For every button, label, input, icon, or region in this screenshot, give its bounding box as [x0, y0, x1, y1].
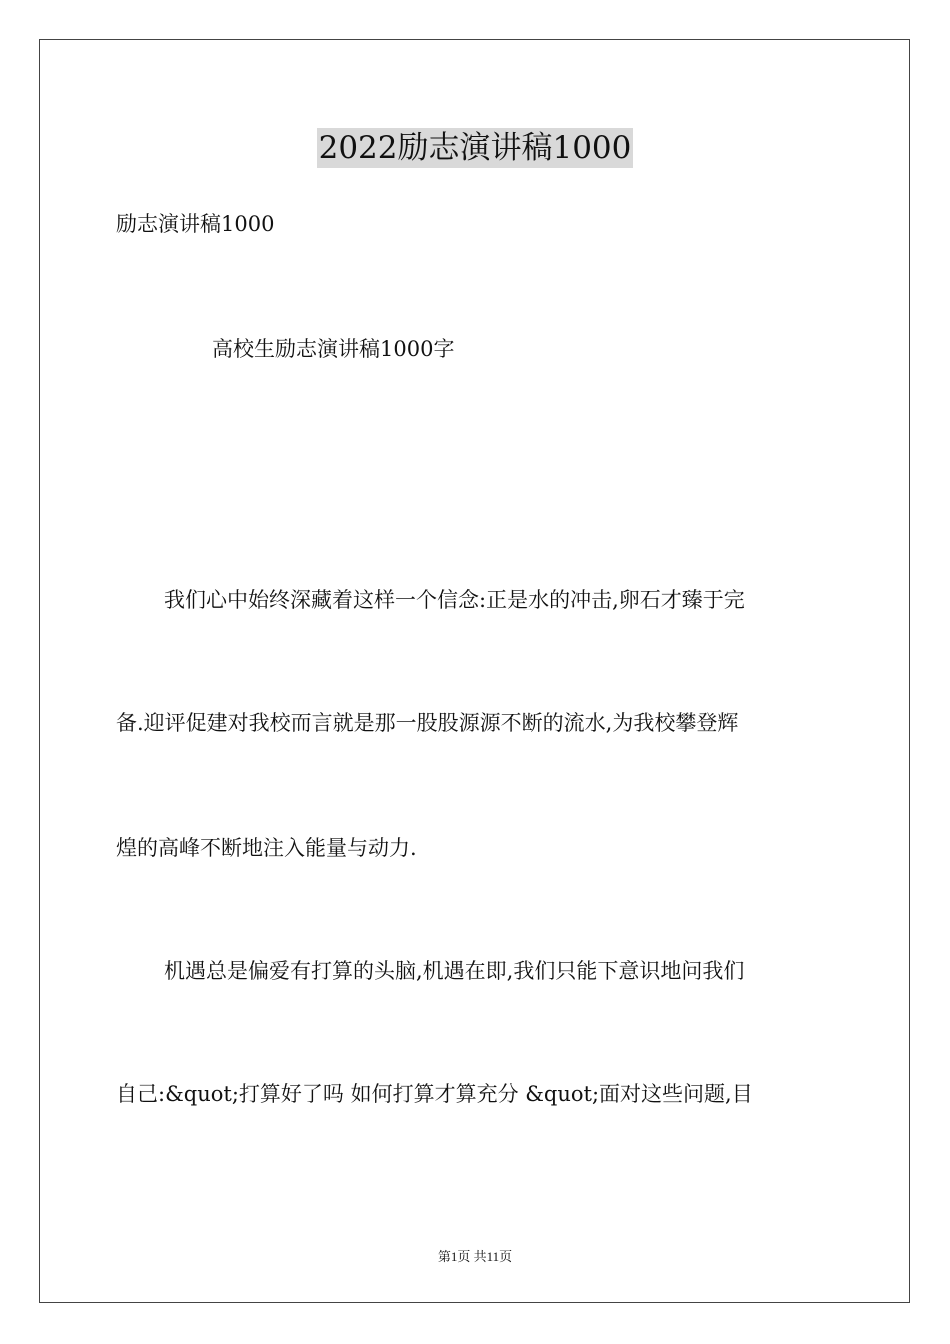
page-footer: 第1页 共11页 [437, 1249, 513, 1264]
body-line: 备.迎评促建对我校而言就是那一股股源源不断的流水,为我校攀登辉 [116, 711, 739, 735]
document-subtitle: 励志演讲稿1000 [116, 212, 275, 236]
document-title-wrapper [0, 128, 950, 168]
body-line: 自己:&quot;打算好了吗 如何打算才算充分 &quot;面对这些问题,目 [116, 1082, 753, 1106]
body-line: 煌的高峰不断地注入能量与动力. [116, 836, 417, 860]
body-line: 机遇总是偏爱有打算的头脑,机遇在即,我们只能下意识地问我们 [164, 959, 745, 983]
body-line: 我们心中始终深藏着这样一个信念:正是水的冲击,卵石才臻于完 [164, 588, 745, 612]
document-title: 2022励志演讲稿1000 [318, 130, 632, 166]
section-heading: 高校生励志演讲稿1000字 [212, 337, 455, 361]
